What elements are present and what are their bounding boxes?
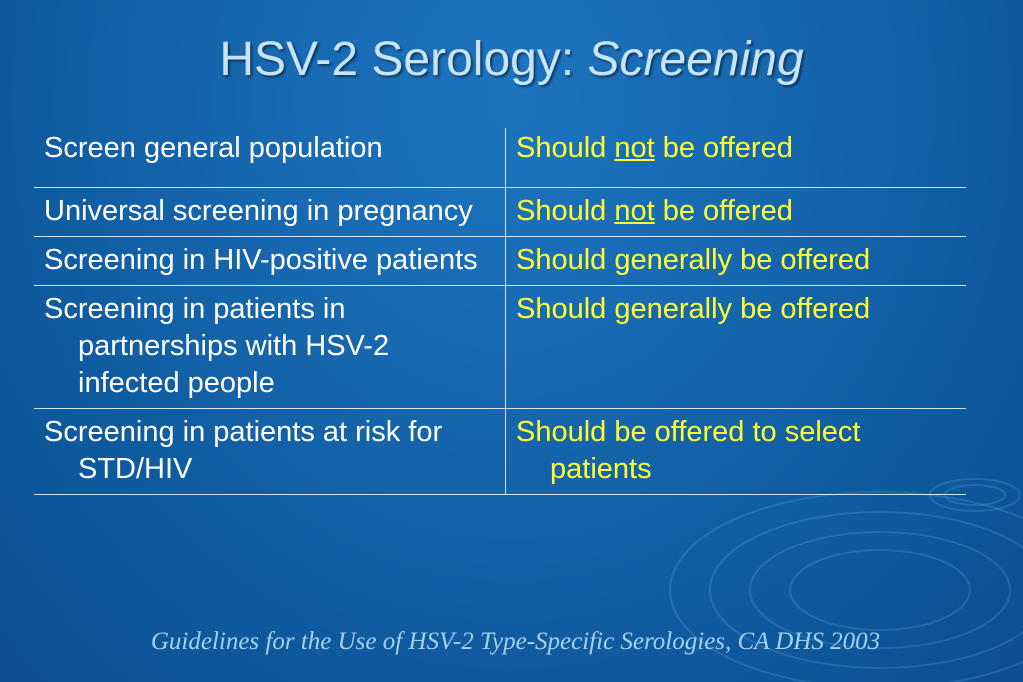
row-population: Screening in patients in partnerships with HSV-2 infected people bbox=[34, 286, 506, 409]
table-row bbox=[34, 409, 966, 495]
table-row bbox=[34, 128, 966, 188]
row-population: Screen general population bbox=[34, 128, 506, 188]
citation-footer bbox=[0, 628, 1023, 656]
row-recommendation: Should generally be offered bbox=[516, 244, 871, 276]
table-row bbox=[34, 286, 966, 409]
row-recommendation: Should not be offered bbox=[516, 132, 793, 164]
row-recommendation: Should not be offered bbox=[516, 195, 793, 227]
row-population: Universal screening in pregnancy bbox=[34, 188, 506, 237]
table-row bbox=[34, 237, 966, 286]
screening-table bbox=[34, 128, 966, 495]
emphasis-not: not bbox=[614, 195, 655, 227]
row-recommendation: Should be offered to select patients bbox=[516, 416, 861, 485]
row-population: Screening in HIV-positive patients bbox=[34, 237, 506, 286]
slide-title-italic: Screening bbox=[587, 33, 804, 86]
row-population: Screening in patients at risk for STD/HIV bbox=[34, 409, 506, 495]
emphasis-not: not bbox=[614, 132, 655, 164]
row-recommendation: Should generally be offered bbox=[516, 293, 871, 325]
slide-title-main: HSV-2 Serology: bbox=[219, 33, 588, 86]
slide-title bbox=[0, 32, 1023, 87]
citation-text: Guidelines for the Use of HSV-2 Type-Specific Serologies, CA DHS 2003 bbox=[150, 628, 881, 655]
table-row bbox=[34, 188, 966, 237]
